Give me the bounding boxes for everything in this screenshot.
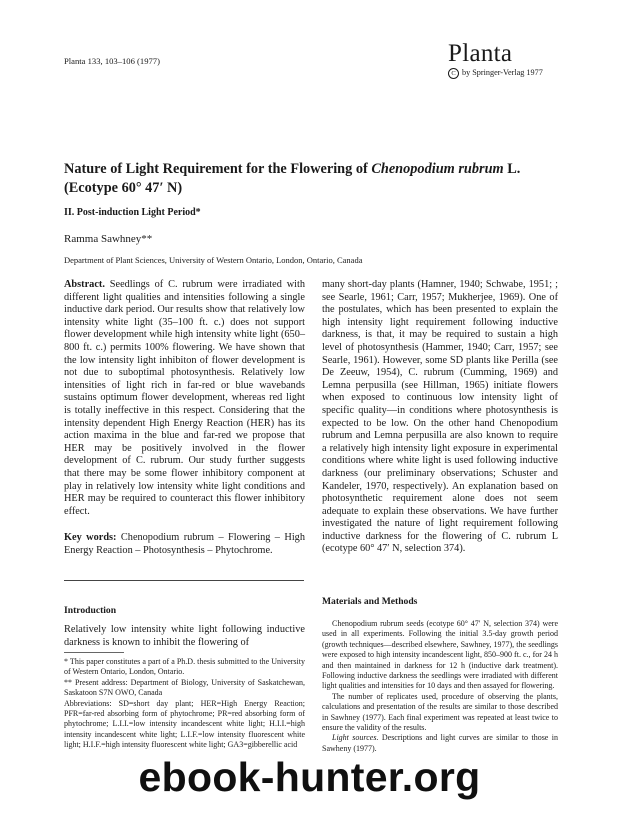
footnote-divider bbox=[64, 652, 124, 653]
section-divider bbox=[64, 580, 304, 581]
introduction-heading: Introduction bbox=[64, 605, 117, 616]
light-sources-label: Light sources. bbox=[332, 733, 379, 743]
methods-heading: Materials and Methods bbox=[322, 596, 418, 607]
keywords-text: Chenopodium rubrum – Flowering – High Energy Reaction – Photosynthesis – Phytochrome. bbox=[64, 532, 305, 556]
article-subtitle: II. Post-induction Light Period* bbox=[64, 207, 201, 218]
footnotes bbox=[64, 657, 305, 751]
abstract-label: Abstract. bbox=[64, 279, 105, 290]
journal-name: Planta bbox=[448, 40, 513, 67]
copyright-icon: C bbox=[448, 68, 459, 79]
author-name: Ramma Sawhney** bbox=[64, 233, 153, 245]
journal-citation: Planta 133, 103–106 (1977) bbox=[64, 56, 160, 66]
copyright-text: by Springer-Verlag 1977 bbox=[462, 68, 543, 77]
article-title: Nature of Light Requirement for the Flowering of Chenopodium rubrum L. (Ecotype 60° 47′ N) bbox=[64, 161, 521, 196]
introduction-text: Relatively low intensity white light following inductive darkness is known to inhibit the flowering of bbox=[64, 624, 305, 648]
author-affiliation: Department of Plant Sciences, University of Western Ontario, London, Ontario, Canada bbox=[64, 255, 363, 265]
methods-para-3: Light sources. Descriptions and light curves are similar to those in Sawheny (1977). bbox=[322, 733, 558, 753]
keywords-label: Key words: bbox=[64, 532, 117, 543]
footnote-star: * This paper constitutes a part of a Ph.D. thesis submitted to the University of Western Ontario, London, Ontario. bbox=[64, 657, 305, 677]
methods-text bbox=[322, 619, 558, 754]
footnote-abbreviations: Abbreviations: SD=short day plant; HER=High Energy Reaction; PFR=far-red absorbing form of phytochrome; PR=red absorbing form of phytochrome; L.I.I.=low intensity incandescent white light; H.I.I.=high intensity incandescent white light; L.I.F.=low intensity fluorescent white light; H.I.F.=high intensity fluorescent white light; GA3=gibberellic acid bbox=[64, 698, 305, 750]
abstract-text: Seedlings of C. rubrum were irradiated with different light qualities and intensities following a single inductive dark period. Our results show that relatively low intensity white light (35–100 ft. c.) does not support flower development while high intensity white light (650–800 ft. c.) permits 100% flowering. We have shown that the low intensity light inhibiton of flower development is not due to suboptimal photosynthesis. Relatively low intensities of light rich in far-red or blue wavebands sustains optimum flower development, whereas red light is totally ineffective in this respect. Considering that the intensity dependent High Energy Reaction (HER) has its action maxima in the blue and far-red we propose that HER may be positively involved in the flower development of C. rubrum. Our study further suggests that there may be some flower inhibitory component at play in relatively low intensity white light conditions and HER may be required to counteract this flower inhibitory effect. bbox=[64, 279, 306, 517]
methods-para-2: The number of replicates used, procedure of observing the plants, calculations and presentation of the results are similar to those described in Sawhney (1977). Each final experiment was repeated at least twice to ensure the validity of the results. bbox=[322, 691, 558, 733]
methods-para-1: Chenopodium rubrum seeds (ecotype 60° 47′ N, selection 374) were used in all experiments. Following the initial 3.5-day growth period (growth techniques—described elsewhere, Sawhney, 1977), the seedlings were exposed to high intensity incandescent light, 850–900 ft. c., for 24 h and then maintained in darkness for 12 h (inductive dark treatment). Following inductive darkness the seedlings were irradiated with different light qualities and intensities for 10 days and then assayed for flowering. bbox=[322, 619, 558, 691]
copyright-line bbox=[448, 68, 543, 79]
right-column-text: many short-day plants (Hamner, 1940; Schwabe, 1951; ; see Searle, 1961; Carr, 1957; Mukherjee, 1969). One of the postulates, which has been presented to explain the high intensity light requirement following inductive darkness, is that, it may be required to sustain a high level of photosynthesis (Hammer, 1940; Carr, 1957; see Searle, 1961). However, some SD plants like Perilla (see De Zeeuw, 1954), C. rubrum (Cumming, 1969) and Lemna perpusilla (see Hillman, 1965) initiate flowers when exposed to continuous low intensity light of specific quality—in conditions where photosynthesis is expected to be low. On the other hand Chenopodium rubrum and Lemna perpusilla are also known to require a relatively high intensity light exposure in experimental conditions where white light is used following inductive darkness (our preliminary observations; Schuster and Kandeler, 1970, respectively). An explanation based on photosynthetic requirement alone does not seem adequate to explain these observations. We have further investigated the nature of light requirement following inductive darkness for the flowering of C. rubrum L (ecotype 60° 47′ N, selection 374). bbox=[322, 279, 558, 555]
keywords bbox=[64, 532, 305, 557]
footnote-double-star: ** Present address: Department of Biology, University of Saskatchewan, Saskatoon S7N OWO, Canada bbox=[64, 677, 305, 698]
watermark: ebook-hunter.org bbox=[138, 754, 481, 800]
title-species: Chenopodium rubrum bbox=[371, 161, 504, 177]
abstract bbox=[64, 279, 305, 518]
